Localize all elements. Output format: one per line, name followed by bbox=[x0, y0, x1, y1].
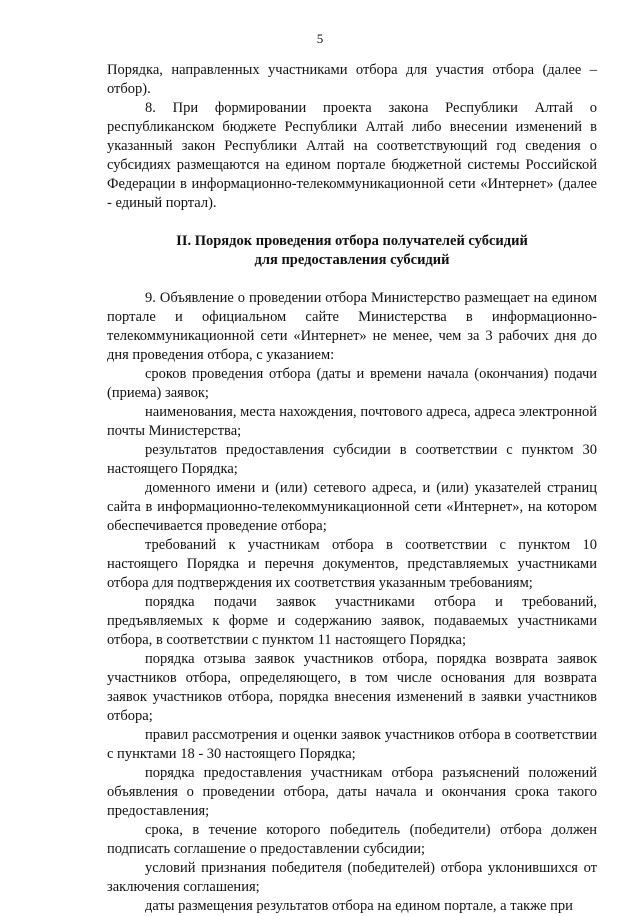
list-item-requirements: требований к участникам отбора в соответствии с пунктом 10 настоящего Порядка и перечня документов, представляемых участниками отбора для подтверждения их соответствия указанным требованиям; bbox=[107, 537, 597, 591]
paragraph-item-8: 8. При формировании проекта закона Республики Алтай о республиканском бюджете Республики Алтай либо внесении изменений в указанный закон Республики Алтай на соответствующий год сведения о субсидиях размещаются на едином портале бюджетной системы Российской Федерации в информационно-телекоммуникационной сети «Интернет» (далее - единый портал). bbox=[107, 100, 597, 211]
list-item-withdrawal-procedure: порядка отзыва заявок участников отбора, порядка возврата заявок участников отбора, определяющего, в том числе основания для возврата заявок участников отбора, порядка внесения изменений в заявки участников отбора; bbox=[107, 651, 597, 724]
list-item-results-publication: даты размещения результатов отбора на едином портале, а также при bbox=[145, 898, 573, 914]
document-body bbox=[107, 61, 597, 916]
list-item-evaluation-rules: правил рассмотрения и оценки заявок участников отбора в соответствии с пунктами 18 - 30 настоящего Порядка; bbox=[107, 727, 597, 762]
list-item-ministry-contacts: наименования, места нахождения, почтового адреса, адреса электронной почты Министерства; bbox=[107, 404, 597, 439]
spacer bbox=[107, 270, 597, 289]
paragraph-item-9: 9. Объявление о проведении отбора Министерство размещает на едином портале и официальном сайте Министерства в информационно-телекоммуникационной сети «Интернет» не менее, чем за 3 рабочих дня до дня проведения отбора, с указанием: bbox=[107, 290, 597, 363]
list-item-domain-name: доменного имени и (или) сетевого адреса, и (или) указателей страниц сайта в информационно-телекоммуникационной сети «Интернет», на котором обеспечивается проведение отбора; bbox=[107, 480, 597, 534]
spacer bbox=[107, 213, 597, 232]
section-heading-line-2: для предоставления субсидий bbox=[254, 252, 450, 268]
list-item-submission-procedure: порядка подачи заявок участниками отбора и требований, предъявляемых к форме и содержанию заявок, подаваемых участниками отбора, в соответствии с пунктом 11 настоящего Порядка; bbox=[107, 594, 597, 648]
list-item-evasion-conditions: условий признания победителя (победителей) отбора уклонившихся от заключения соглашения; bbox=[107, 860, 597, 895]
paragraph-continuation: Порядка, направленных участниками отбора для участия отбора (далее – отбор). bbox=[107, 62, 597, 97]
list-item-clarifications: порядка предоставления участникам отбора разъяснений положений объявления о проведении отбора, даты начала и окончания срока такого предоставления; bbox=[107, 765, 597, 819]
list-item-deadlines: сроков проведения отбора (даты и времени начала (окончания) подачи (приема) заявок; bbox=[107, 366, 597, 401]
page-number: 5 bbox=[316, 31, 324, 46]
section-heading-line-1: II. Порядок проведения отбора получателей субсидий bbox=[176, 233, 528, 249]
list-item-agreement-deadline: срока, в течение которого победитель (победители) отбора должен подписать соглашение о предоставлении субсидии; bbox=[107, 822, 597, 857]
list-item-results: результатов предоставления субсидии в соответствии с пунктом 30 настоящего Порядка; bbox=[107, 442, 597, 477]
section-heading bbox=[107, 232, 597, 270]
